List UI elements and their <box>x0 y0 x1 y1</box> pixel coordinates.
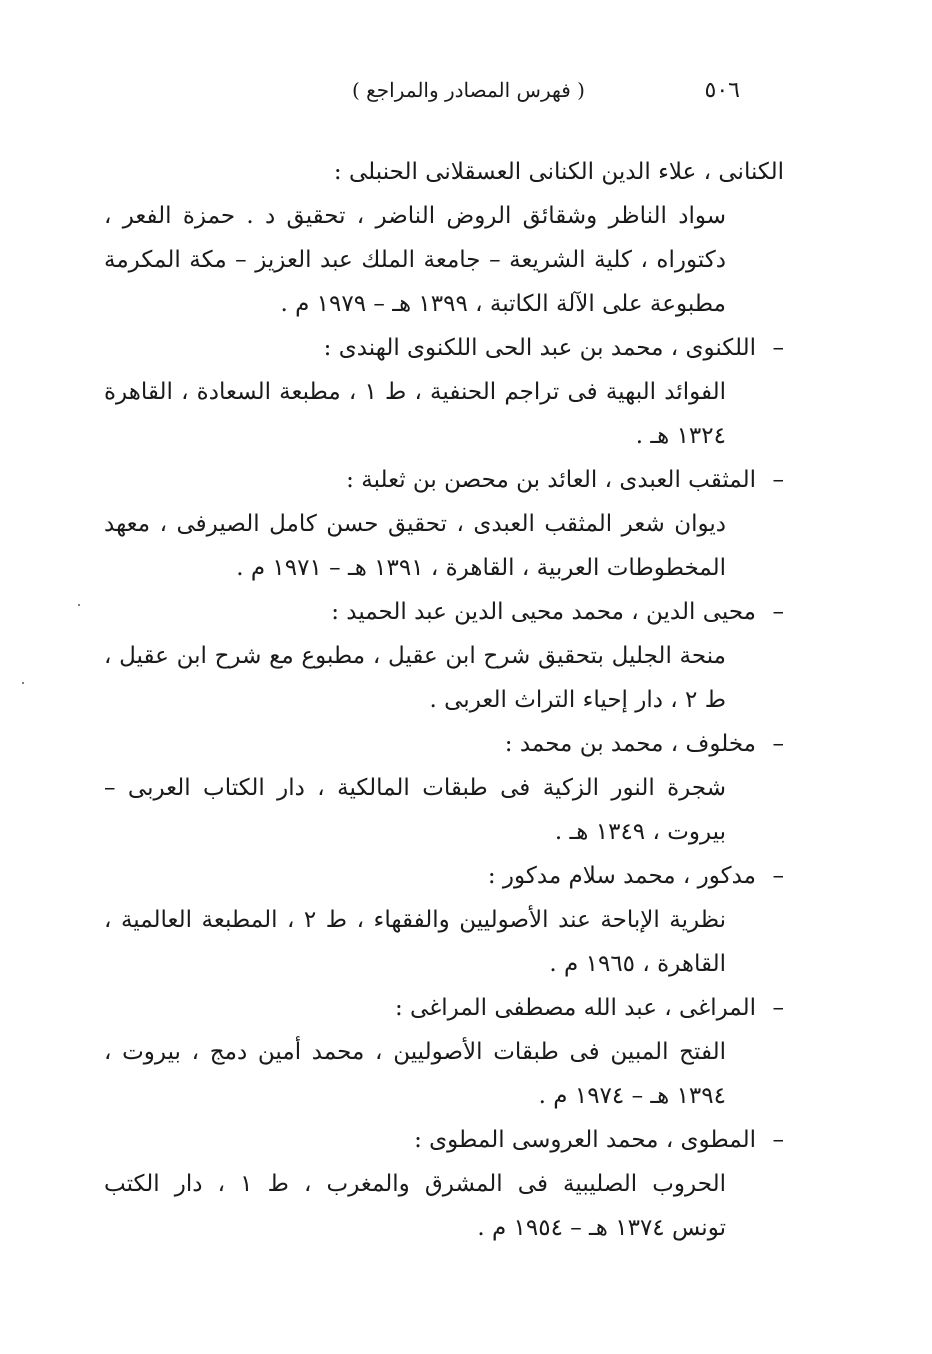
entry-author <box>104 150 784 194</box>
entry-dash: – <box>772 731 784 757</box>
entry-author <box>104 986 784 1030</box>
entry-detail-line: تونس ١٣٧٤ هـ – ١٩٥٤ م . <box>477 1215 726 1241</box>
scan-speck <box>22 682 24 684</box>
entry-detail-line: نظرية الإباحة عند الأصوليين والفقهاء ، ط ٢ ، المطبعة العالمية ، <box>104 907 726 933</box>
entry-author-text: اللكنوى ، محمد بن عبد الحى اللكنوى الهندى : <box>323 335 756 361</box>
entry-dash: – <box>772 467 784 493</box>
page-number: ٥٠٦ <box>704 78 740 103</box>
page-header <box>0 74 932 110</box>
entry-author-text: مخلوف ، محمد بن محمد : <box>504 731 756 757</box>
entry-detail-line: ط ٢ ، دار إحياء التراث العربى . <box>429 687 726 713</box>
bibliography-entry <box>104 458 784 590</box>
entry-detail-line: الفتح المبين فى طبقات الأصوليين ، محمد أمين دمج ، بيروت ، <box>104 1039 726 1065</box>
entry-author-text: محيى الدين ، محمد محيى الدين عبد الحميد : <box>331 599 756 625</box>
bibliography-list <box>104 150 784 1250</box>
bibliography-entry <box>104 1118 784 1250</box>
entry-author <box>104 722 784 766</box>
entry-detail-line: ١٣٩٤ هـ – ١٩٧٤ م . <box>538 1083 726 1109</box>
entry-dash: – <box>772 1127 784 1153</box>
entry-detail-line: القاهرة ، ١٩٦٥ م . <box>549 951 726 977</box>
entry-dash: – <box>772 335 784 361</box>
entry-detail-line: دكتوراه ، كلية الشريعة – جامعة الملك عبد العزيز – مكة المكرمة <box>104 247 726 273</box>
entry-detail-line: ١٣٢٤ هـ . <box>635 423 726 449</box>
entry-author-text: المطوى ، محمد العروسى المطوى : <box>414 1127 756 1153</box>
entry-author-text: الكنانى ، علاء الدين الكنانى العسقلانى الحنبلى : <box>333 159 784 185</box>
entry-detail-line: سواد الناظر وشقائق الروض الناضر ، تحقيق د . حمزة الفعر ، <box>104 203 726 229</box>
entry-author <box>104 854 784 898</box>
entry-author-text: مدكور ، محمد سلام مدكور : <box>487 863 756 889</box>
scan-speck <box>78 604 80 606</box>
running-title: ( فهرس المصادر والمراجع ) <box>352 78 585 102</box>
entry-author <box>104 1118 784 1162</box>
bibliography-entry <box>104 150 784 326</box>
entry-detail-line: الحروب الصليبية فى المشرق والمغرب ، ط ١ ، دار الكتب <box>104 1171 726 1197</box>
entry-author-text: المثقب العبدى ، العائد بن محصن بن ثعلبة : <box>346 467 756 493</box>
entry-author-text: المراغى ، عبد الله مصطفى المراغى : <box>394 995 756 1021</box>
entry-author <box>104 458 784 502</box>
entry-detail-line: ديوان شعر المثقب العبدى ، تحقيق حسن كامل الصيرفى ، معهد <box>104 511 726 537</box>
bibliography-entry <box>104 986 784 1118</box>
entry-detail-line: الفوائد البهية فى تراجم الحنفية ، ط ١ ، مطبعة السعادة ، القاهرة <box>104 379 726 405</box>
bibliography-entry <box>104 722 784 854</box>
bibliography-entry <box>104 854 784 986</box>
entry-detail-line: شجرة النور الزكية فى طبقات المالكية ، دار الكتاب العربى – <box>104 775 726 801</box>
entry-detail-line: بيروت ، ١٣٤٩ هـ . <box>554 819 726 845</box>
entry-dash: – <box>772 863 784 889</box>
entry-detail-line: منحة الجليل بتحقيق شرح ابن عقيل ، مطبوع مع شرح ابن عقيل ، <box>104 643 726 669</box>
entry-author <box>104 326 784 370</box>
entry-dash: – <box>772 995 784 1021</box>
entry-author <box>104 590 784 634</box>
entry-dash: – <box>772 599 784 625</box>
bibliography-entry <box>104 326 784 458</box>
entry-detail-line: مطبوعة على الآلة الكاتبة ، ١٣٩٩ هـ – ١٩٧٩ م . <box>280 291 726 317</box>
bibliography-entry <box>104 590 784 722</box>
entry-detail-line: المخطوطات العربية ، القاهرة ، ١٣٩١ هـ – ١٩٧١ م . <box>236 555 726 581</box>
